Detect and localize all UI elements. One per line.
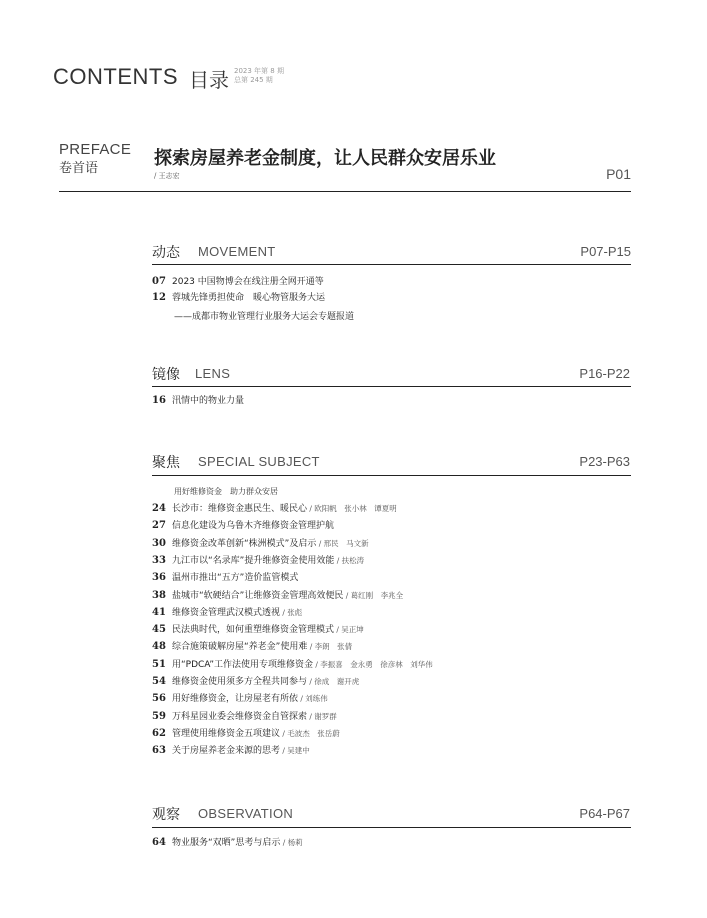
toc-item-author: / 谢罗群 [307, 711, 337, 721]
toc-item[interactable] [152, 692, 328, 706]
toc-item-title: 万科星园业委会维修资金自管探索 [172, 711, 308, 722]
toc-item-author: / 扶松涛 [334, 555, 365, 565]
toc-item-page: 48 [152, 641, 166, 653]
toc-item-page: 54 [152, 676, 166, 687]
toc-item-author: / 杨莉 [280, 838, 303, 847]
preface-divider [59, 191, 631, 192]
toc-item-page: 12 [152, 292, 166, 303]
preface-author: / 王志宏 [154, 172, 180, 180]
preface-label-en: PREFACE [59, 141, 132, 158]
section-special-kicker: 用好维修资金 助力群众安居 [174, 487, 278, 496]
toc-item-page: 24 [152, 503, 166, 514]
section-movement-title-en: MOVEMENT [198, 244, 276, 259]
issue-number: 2023 年第 8 期 [234, 67, 284, 75]
toc-item[interactable] [152, 519, 334, 533]
toc-item-author: / 毛波杰 张岳蔚 [280, 728, 340, 738]
toc-item[interactable] [152, 275, 324, 289]
section-movement-divider [152, 264, 631, 265]
toc-item-title: 信息化建设为乌鲁木齐维修资金管理护航 [172, 521, 335, 532]
toc-item-author: / 刘练伟 [298, 694, 328, 704]
toc-item-author: / 李振喜 金永勇 徐彦林 刘华伟 [313, 659, 433, 669]
toc-item-page: 62 [152, 727, 166, 739]
toc-item-page: 30 [152, 537, 166, 549]
toc-item-title: 九江市以“名录库”提升维修资金使用效能 [172, 555, 335, 566]
toc-item[interactable] [152, 291, 325, 305]
toc-item-title: 管理使用维修资金五项建议 [172, 728, 281, 739]
toc-item[interactable] [152, 710, 337, 724]
toc-item[interactable] [152, 394, 244, 408]
toc-item-subtitle: ——成都市物业管理行业服务大运会专题报道 [174, 312, 355, 322]
section-special-title-cn: 聚焦 [152, 455, 180, 471]
issue-total: 总第 245 期 [234, 76, 273, 84]
toc-item-page: 38 [152, 589, 166, 601]
toc-item-page: 41 [152, 606, 166, 618]
toc-item-author: / 吴正坤 [334, 625, 364, 635]
section-movement-title-cn: 动态 [152, 245, 180, 261]
toc-item-title: 综合施策破解房屋“养老金”使用难 [172, 642, 308, 653]
preface-label-cn: 卷首语 [59, 161, 99, 176]
toc-item-page: 36 [152, 572, 166, 584]
section-observation-pages: P64-P67 [579, 806, 630, 821]
toc-item-title: 维修资金使用须多方全程共同参与 [172, 677, 308, 687]
toc-item-author: / 吴建中 [280, 746, 310, 756]
toc-item-title: 物业服务“双晒”思考与启示 [172, 838, 281, 848]
toc-item[interactable] [152, 640, 352, 654]
section-special-title-en: SPECIAL SUBJECT [198, 454, 320, 469]
toc-item-author: / 邢民 马文新 [316, 538, 369, 548]
toc-item-page: 56 [152, 693, 166, 705]
toc-item[interactable] [152, 836, 303, 850]
toc-item-page: 51 [152, 658, 166, 670]
issue-info [234, 67, 284, 85]
toc-item-page: 45 [152, 624, 166, 636]
toc-item-title: 温州市推出“五方”造价监管模式 [172, 573, 299, 584]
toc-item[interactable] [152, 675, 359, 689]
toc-item-author: / 欧阳帆 张小林 谭夏明 [307, 504, 397, 513]
section-lens-title-en: LENS [195, 366, 231, 381]
toc-item-title: 维修资金管理武汉模式透视 [172, 607, 281, 618]
section-lens-pages: P16-P22 [579, 366, 630, 381]
toc-item-title: 关于房屋养老金来源的思考 [172, 746, 281, 757]
toc-item-page: 27 [152, 520, 166, 532]
toc-item-author: / 李朗 张倩 [307, 642, 353, 652]
toc-item-page: 33 [152, 554, 166, 566]
section-special-pages: P23-P63 [579, 454, 630, 469]
toc-item-title: 蓉城先锋勇担使命 暖心物管服务大运 [172, 293, 326, 303]
toc-item[interactable] [152, 502, 397, 516]
toc-item-page: 64 [152, 837, 166, 848]
toc-item[interactable] [152, 554, 364, 568]
toc-item-title: 盐城市“软硬结合”让维修资金管理高效便民 [172, 590, 344, 601]
section-observation-title-cn: 观察 [152, 807, 180, 823]
toc-item-page: 07 [152, 276, 166, 287]
section-lens-divider [152, 386, 631, 387]
toc-item-title: 长沙市：维修资金惠民生、暖民心 [172, 504, 308, 514]
toc-item-title: 维修资金改革创新“株洲模式”及启示 [172, 538, 317, 549]
toc-item[interactable] [152, 571, 298, 585]
toc-item-title: 民法典时代，如何重塑维修资金管理模式 [172, 625, 335, 636]
toc-item-page: 59 [152, 710, 166, 722]
section-observation-divider [152, 827, 631, 828]
toc-item-title: 2023 中国物博会在线注册全网开通等 [172, 277, 324, 287]
toc-item[interactable] [152, 623, 364, 637]
toc-item[interactable] [152, 589, 403, 603]
contents-title-en: CONTENTS [53, 64, 178, 89]
toc-item-author: / 徐成 谢开虎 [307, 677, 360, 686]
toc-item[interactable] [152, 744, 310, 758]
toc-item[interactable] [152, 606, 302, 620]
toc-item-page: 16 [152, 395, 166, 406]
toc-item-author: / 葛红刚 李兆全 [343, 590, 404, 600]
toc-item[interactable] [152, 658, 433, 672]
preface-title[interactable]: 探索房屋养老金制度，让人民群众安居乐业 [154, 148, 496, 169]
contents-title-cn: 目录 [189, 68, 229, 92]
section-special-divider [152, 475, 631, 476]
toc-item-author: / 张彪 [280, 607, 303, 617]
section-movement-pages: P07-P15 [580, 244, 631, 259]
toc-item-title: 用好维修资金，让房屋老有所依 [172, 694, 299, 705]
toc-item-title: 用“PDCA”工作法使用专项维修资金 [172, 659, 314, 670]
toc-item[interactable] [152, 727, 340, 741]
toc-item-title: 汛情中的物业力量 [172, 396, 245, 406]
preface-page: P01 [606, 166, 631, 182]
toc-item-page: 63 [152, 745, 166, 757]
toc-item[interactable] [152, 537, 369, 551]
section-observation-title-en: OBSERVATION [198, 806, 294, 821]
section-lens-title-cn: 镜像 [152, 367, 180, 383]
